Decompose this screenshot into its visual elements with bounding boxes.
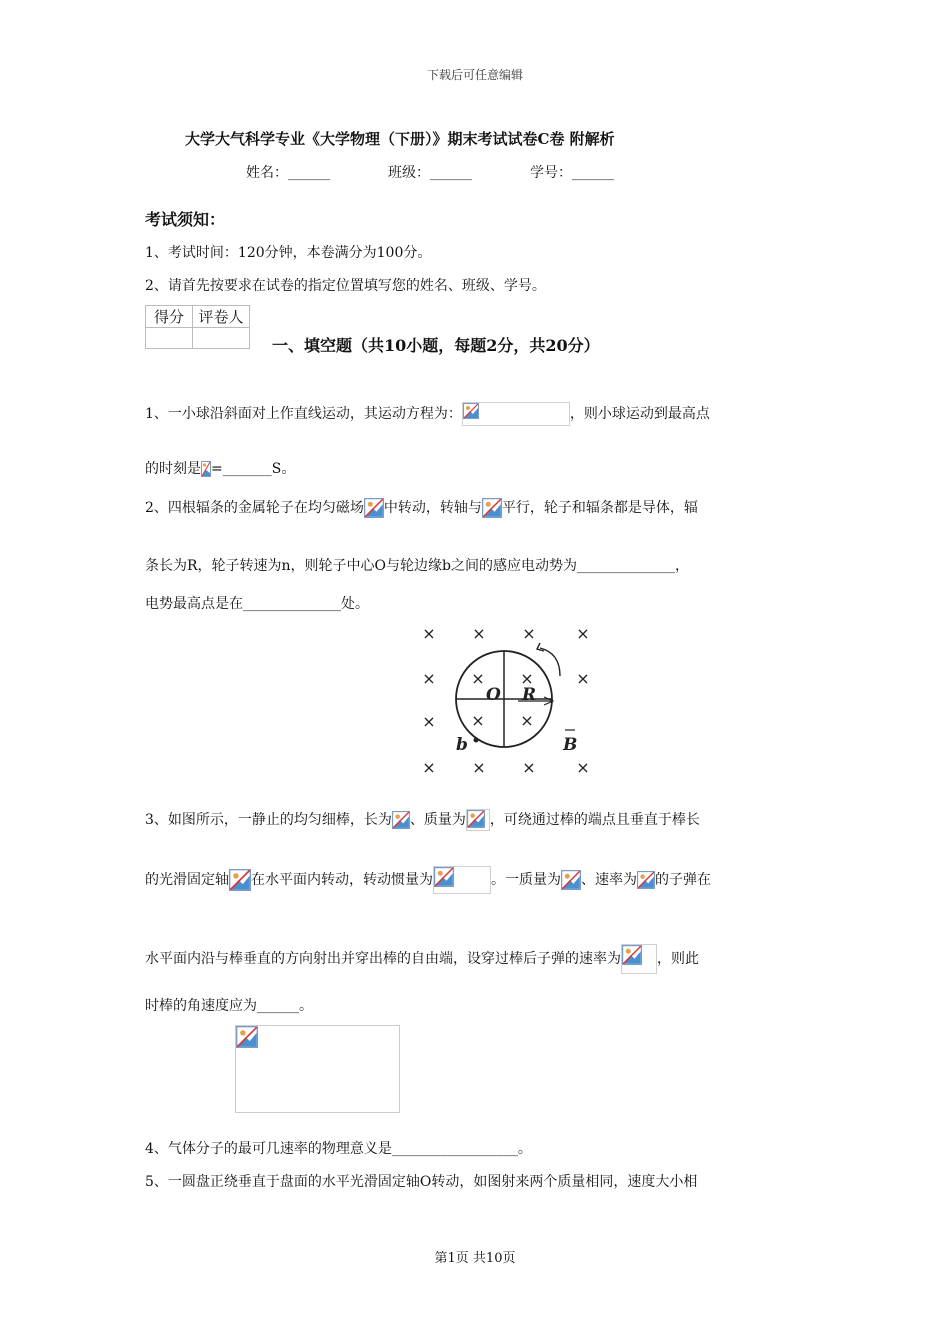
name-field: 姓名：______ xyxy=(246,165,330,181)
question-5-line-1: 5、一圆盘正绕垂直于盘面的水平光滑固定轴O转动，如图射来两个质量相同，速度大小相 xyxy=(145,1174,698,1190)
grader-cell xyxy=(193,328,250,349)
broken-image-icon xyxy=(392,810,410,830)
question-2-line-1: 2、四根辐条的金属轮子在均匀磁场 中转动，转轴与 平行，轮子和辐条都是导体，辐 xyxy=(145,500,698,516)
class-field: 班级：______ xyxy=(388,165,472,181)
section-title: 一、填空题（共10小题，每题2分，共20分） xyxy=(272,336,600,355)
wheel-magnetic-field-figure xyxy=(410,618,610,783)
broken-image-icon xyxy=(462,402,570,426)
question-3-line-2: 的光滑固定轴 在水平面内转动，转动惯量为 。一质量为 、速率为 的子弹在 xyxy=(145,866,711,894)
field-cross: × xyxy=(576,624,590,643)
field-cross: × xyxy=(520,711,534,730)
notice-heading: 考试须知： xyxy=(145,210,226,229)
field-cross: × xyxy=(471,711,485,730)
field-cross: × xyxy=(576,758,590,777)
rod-figure-image xyxy=(235,1025,400,1113)
field-cross: × xyxy=(522,624,536,643)
question-2-line-2: 条长为R，轮子转速为n，则轮子中心O与轮边缘b之间的感应电动势为______________， xyxy=(145,558,689,574)
broken-image-icon xyxy=(482,498,502,518)
question-3-line-4: 时棒的角速度应为______。 xyxy=(145,998,313,1014)
label-O: O xyxy=(486,685,501,705)
question-3-line-3: 水平面内沿与棒垂直的方向射出并穿出棒的自由端，设穿过棒后子弹的速率为 ，则此 xyxy=(145,944,699,974)
broken-image-icon xyxy=(466,809,490,831)
broken-image-icon xyxy=(561,870,581,890)
student-id-field: 学号：______ xyxy=(530,165,614,181)
field-cross: × xyxy=(422,669,436,688)
question-3-line-1: 3、如图所示，一静止的均匀细棒，长为 、质量为 ，可绕通过棒的端点且垂直于棒长 xyxy=(145,809,700,831)
question-1-line-1: 1、一小球沿斜面对上作直线运动，其运动方程为： ，则小球运动到最高点 xyxy=(145,402,710,426)
broken-image-icon xyxy=(229,869,251,891)
field-cross: × xyxy=(422,712,436,731)
grader-header: 评卷人 xyxy=(193,306,250,328)
point-b xyxy=(474,738,479,743)
broken-image-icon xyxy=(201,461,211,477)
notice-item-1: 1、考试时间：120分钟，本卷满分为100分。 xyxy=(145,245,432,261)
score-cell xyxy=(146,328,193,349)
field-cross: × xyxy=(576,669,590,688)
field-cross: × xyxy=(471,669,485,688)
field-cross: × xyxy=(472,758,486,777)
field-cross: × xyxy=(520,669,534,688)
label-R: R xyxy=(522,685,537,705)
exam-title: 大学大气科学专业《大学物理（下册）》期末考试试卷C卷 附解析 xyxy=(185,130,615,148)
label-b: b xyxy=(456,735,468,755)
question-1-line-2: 的时刻是 =_______S。 xyxy=(145,461,296,477)
field-cross: × xyxy=(422,624,436,643)
header-note: 下载后可任意编辑 xyxy=(426,68,523,82)
broken-image-icon xyxy=(621,944,657,974)
page-footer: 第1页 共10页 xyxy=(434,1251,516,1266)
question-2-line-3: 电势最高点是在______________处。 xyxy=(145,596,369,612)
field-cross: × xyxy=(522,758,536,777)
field-cross: × xyxy=(422,758,436,777)
broken-image-icon xyxy=(433,866,491,894)
label-B: B xyxy=(563,735,578,755)
notice-item-2: 2、请首先按要求在试卷的指定位置填写您的姓名、班级、学号。 xyxy=(145,278,546,294)
field-cross: × xyxy=(472,624,486,643)
broken-image-icon xyxy=(364,498,384,518)
question-4: 4、气体分子的最可几速率的物理意义是__________________。 xyxy=(145,1141,532,1157)
score-table xyxy=(145,305,250,349)
broken-image-icon xyxy=(236,1026,258,1048)
score-header: 得分 xyxy=(146,306,193,328)
broken-image-icon xyxy=(637,870,655,890)
